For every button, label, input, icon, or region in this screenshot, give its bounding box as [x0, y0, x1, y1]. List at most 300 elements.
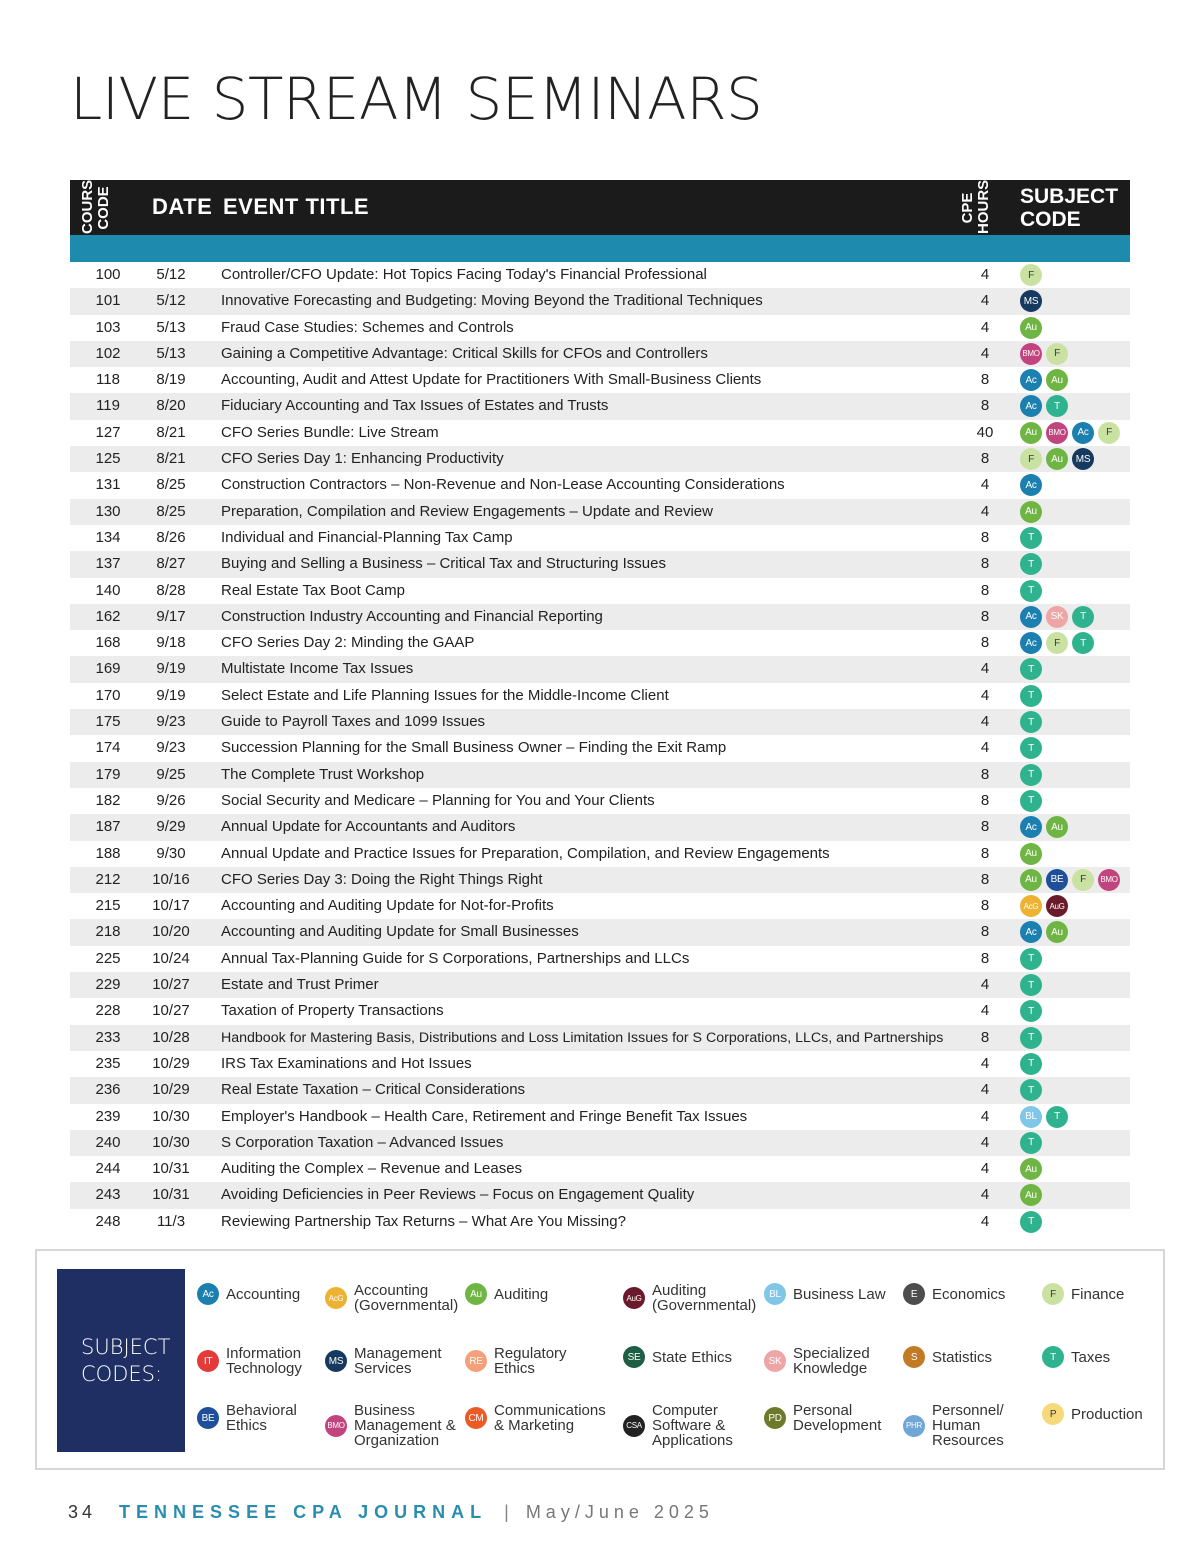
cpe-hours: 4 — [980, 476, 990, 494]
event-title: Preparation, Compilation and Review Engagements – Update and Review — [221, 502, 713, 520]
cpe-hours: 4 — [980, 1160, 990, 1178]
course-code: 239 — [95, 1107, 121, 1125]
event-title: The Complete Trust Workshop — [221, 765, 425, 783]
subject-codes — [1020, 606, 1094, 628]
legend-item-cm — [465, 1403, 606, 1433]
legend-item-name: Specialized Knowledge — [793, 1345, 870, 1377]
event-title: Real Estate Tax Boot Camp — [221, 581, 405, 599]
subject-codes — [1020, 1053, 1042, 1075]
subject-codes — [1020, 501, 1042, 523]
event-date: 9/23 — [156, 713, 186, 731]
legend-item-name: Statistics — [932, 1348, 993, 1366]
event-date: 10/28 — [152, 1028, 190, 1046]
event-date: 9/18 — [156, 634, 186, 652]
course-code: 168 — [95, 634, 121, 652]
legend-item-name: Behavioral Ethics — [226, 1402, 297, 1434]
cpe-hours: 4 — [980, 318, 990, 336]
header-course-code: COURSE CODE — [79, 169, 112, 234]
cpe-hours: 4 — [980, 344, 990, 362]
subject-badge-t: T — [1020, 737, 1042, 759]
cpe-hours: 4 — [980, 292, 990, 310]
cpe-hours: 4 — [980, 686, 990, 704]
subject-badge-bmo: BMO — [1020, 343, 1042, 365]
table-row — [70, 578, 1130, 604]
event-date: 10/30 — [152, 1133, 190, 1151]
subject-badge-f: F — [1020, 448, 1042, 470]
event-title: Accounting and Auditing Update for Not-for-Profits — [221, 897, 554, 915]
table-row — [70, 393, 1130, 419]
subject-badge-au: Au — [1046, 448, 1068, 470]
event-title: Gaining a Competitive Advantage: Critical Skills for CFOs and Controllers — [221, 344, 708, 362]
journal-name: TENNESSEE CPA JOURNAL — [119, 1502, 488, 1522]
subject-badge-ac: Ac — [1020, 395, 1042, 417]
legend-item-bmo — [325, 1403, 456, 1448]
cpe-hours: 8 — [980, 765, 990, 783]
subject-badge-ac: Ac — [1020, 816, 1042, 838]
table-row — [70, 472, 1130, 498]
subject-badge-t: T — [1072, 632, 1094, 654]
legend-item-name: Personnel/ Human Resources — [932, 1402, 1004, 1449]
cpe-hours: 4 — [980, 1054, 990, 1072]
table-row — [70, 814, 1130, 840]
course-code: 240 — [95, 1133, 121, 1151]
event-date: 9/26 — [156, 791, 186, 809]
table-row — [70, 1130, 1130, 1156]
cpe-hours: 4 — [980, 1002, 990, 1020]
cpe-hours: 8 — [980, 371, 990, 389]
legend-item-name: Taxes — [1071, 1348, 1111, 1366]
legend-item-name: Personal Development — [793, 1402, 882, 1434]
subject-codes — [1020, 1027, 1042, 1049]
legend-item-ms — [325, 1346, 442, 1376]
header-event-title: EVENT TITLE — [223, 194, 370, 219]
event-title: Fiduciary Accounting and Tax Issues of Estates and Trusts — [221, 397, 609, 415]
event-date: 10/20 — [152, 923, 190, 941]
event-title: IRS Tax Examinations and Hot Issues — [221, 1054, 472, 1072]
legend-item-s — [903, 1346, 992, 1368]
event-date: 10/29 — [152, 1054, 190, 1072]
cpe-hours: 8 — [980, 818, 990, 836]
legend-item-bl — [764, 1283, 886, 1305]
cpe-hours: 8 — [980, 791, 990, 809]
event-date: 8/28 — [156, 581, 186, 599]
table-row — [70, 1209, 1130, 1235]
subject-badge-f: F — [1020, 264, 1042, 286]
cpe-hours: 4 — [980, 1212, 990, 1230]
cpe-hours: 8 — [980, 397, 990, 415]
legend-item-name: Communications & Marketing — [494, 1402, 606, 1434]
subject-badge-f: F — [1046, 343, 1068, 365]
subject-codes — [1020, 790, 1042, 812]
subject-badge-t: T — [1020, 553, 1042, 575]
event-title: Guide to Payroll Taxes and 1099 Issues — [221, 713, 486, 731]
subject-badge-au: Au — [1020, 422, 1042, 444]
subject-codes — [1020, 1211, 1042, 1233]
subject-badge-ac: Ac — [1020, 921, 1042, 943]
subject-codes — [1020, 1106, 1068, 1128]
legend-item-pd — [764, 1403, 881, 1433]
subject-badge-aug: AuG — [1046, 895, 1068, 917]
subject-badge-ms: MS — [325, 1350, 347, 1372]
event-date: 8/21 — [156, 450, 186, 468]
event-date: 9/25 — [156, 765, 186, 783]
legend-item-ac — [197, 1283, 300, 1305]
subject-badge-t: T — [1042, 1346, 1064, 1368]
subject-codes — [1020, 264, 1042, 286]
cpe-hours: 8 — [980, 607, 990, 625]
legend-item-name: Auditing — [494, 1285, 549, 1303]
course-code: 100 — [95, 266, 121, 283]
cpe-hours: 40 — [976, 423, 994, 441]
legend-item-name: Computer Software & Applications — [652, 1402, 733, 1449]
subject-badge-t: T — [1020, 1211, 1042, 1233]
subject-badge-au: Au — [1020, 869, 1042, 891]
subject-badge-t: T — [1020, 685, 1042, 707]
event-title: Reviewing Partnership Tax Returns – What Are You Missing? — [221, 1212, 626, 1230]
page-number: 34 — [68, 1502, 97, 1522]
table-row — [70, 709, 1130, 735]
footer-separator: | — [504, 1502, 509, 1522]
event-title: Buying and Selling a Business – Critical Tax and Structuring Issues — [221, 555, 666, 573]
event-date: 9/29 — [156, 818, 186, 836]
table-row — [70, 525, 1130, 551]
event-date: 8/19 — [156, 371, 186, 389]
legend-item-it — [197, 1346, 302, 1376]
cpe-hours: 8 — [980, 634, 990, 652]
cpe-hours: 4 — [980, 1107, 990, 1125]
event-title: Accounting, Audit and Attest Update for Practitioners With Small-Business Clients — [221, 371, 762, 389]
course-code: 187 — [95, 818, 121, 836]
subject-badge-au: Au — [465, 1283, 487, 1305]
subject-badge-au: Au — [1046, 816, 1068, 838]
legend-item-name: Regulatory Ethics — [494, 1345, 567, 1377]
table-row — [70, 262, 1130, 288]
subject-codes — [1020, 816, 1068, 838]
event-title: Construction Contractors – Non-Revenue and Non-Lease Accounting Considerations — [221, 476, 785, 494]
subject-badge-csa: CSA — [623, 1415, 645, 1437]
subject-badge-pd: PD — [764, 1407, 786, 1429]
event-title: Annual Update and Practice Issues for Preparation, Compilation, and Review Engagements — [221, 844, 830, 862]
subject-badge-bl: BL — [1020, 1106, 1042, 1128]
cpe-hours: 8 — [980, 870, 990, 888]
legend-label: SUBJECT CODES: — [57, 1269, 185, 1452]
cpe-hours: 8 — [980, 528, 990, 546]
legend-item-name: Finance — [1071, 1285, 1125, 1303]
legend-item-acg — [325, 1283, 458, 1313]
subject-badge-be: BE — [197, 1407, 219, 1429]
event-date: 5/13 — [156, 344, 186, 362]
event-title: CFO Series Bundle: Live Stream — [221, 423, 439, 441]
subject-badge-bmo: BMO — [325, 1415, 347, 1437]
legend-item-re — [465, 1346, 567, 1376]
event-date: 8/26 — [156, 528, 186, 546]
cpe-hours: 4 — [980, 660, 990, 678]
subject-codes — [1020, 921, 1068, 943]
subject-badge-acg: AcG — [1020, 895, 1042, 917]
table-row — [70, 420, 1130, 446]
legend-item-e — [903, 1283, 1005, 1305]
course-code: 215 — [95, 897, 121, 915]
table-row — [70, 656, 1130, 682]
event-title: Succession Planning for the Small Business Owner – Finding the Exit Ramp — [221, 739, 727, 757]
subject-codes — [1020, 1158, 1042, 1180]
event-title: Construction Industry Accounting and Financial Reporting — [221, 607, 603, 625]
table-row — [70, 1077, 1130, 1103]
subject-badge-ac: Ac — [1072, 422, 1094, 444]
course-code: 125 — [95, 450, 121, 468]
course-code: 248 — [95, 1212, 121, 1230]
event-date: 10/24 — [152, 949, 190, 967]
event-title: Social Security and Medicare – Planning for You and Your Clients — [221, 791, 655, 809]
event-date: 5/12 — [156, 292, 186, 310]
subject-badge-t: T — [1046, 395, 1068, 417]
subject-badge-ac: Ac — [197, 1283, 219, 1305]
subject-badge-ms: MS — [1072, 448, 1094, 470]
legend-item-name: Auditing (Governmental) — [652, 1282, 757, 1314]
table-row — [70, 1051, 1130, 1077]
subject-badge-au: Au — [1020, 317, 1042, 339]
table-row — [70, 998, 1130, 1024]
cpe-hours: 8 — [980, 923, 990, 941]
course-code: 175 — [95, 713, 121, 731]
course-code: 170 — [95, 686, 121, 704]
subject-badge-ms: MS — [1020, 290, 1042, 312]
subject-badge-t: T — [1020, 580, 1042, 602]
course-code: 228 — [95, 1002, 121, 1020]
legend-item-se — [623, 1346, 732, 1368]
subject-codes — [1020, 948, 1042, 970]
subject-badge-t: T — [1020, 1053, 1042, 1075]
legend-item-p — [1042, 1403, 1143, 1425]
course-code: 119 — [96, 397, 120, 415]
cpe-hours: 4 — [980, 1133, 990, 1151]
course-code: 103 — [95, 318, 121, 336]
course-code: 179 — [95, 765, 121, 783]
subject-codes — [1020, 448, 1094, 470]
cpe-hours: 4 — [980, 266, 990, 283]
legend-item-name: Production — [1071, 1405, 1143, 1423]
event-date: 8/27 — [156, 555, 186, 573]
legend-item-sk — [764, 1346, 870, 1376]
event-title: Estate and Trust Primer — [221, 976, 379, 994]
course-code: 102 — [95, 344, 121, 362]
subject-badge-sk: SK — [1046, 606, 1068, 628]
table-row — [70, 893, 1130, 919]
header-accent-bar — [70, 235, 1130, 262]
subject-codes — [1020, 395, 1068, 417]
subject-badge-phr: PHR — [903, 1415, 925, 1437]
header-date: DATE — [152, 194, 213, 219]
course-code: 225 — [95, 949, 121, 967]
subject-badge-t: T — [1020, 711, 1042, 733]
course-code: 243 — [95, 1186, 121, 1204]
subject-badge-ac: Ac — [1020, 606, 1042, 628]
event-date: 8/20 — [156, 397, 186, 415]
course-code: 235 — [95, 1054, 121, 1072]
subject-badge-acg: AcG — [325, 1287, 347, 1309]
event-date: 9/19 — [156, 686, 186, 704]
subject-badge-f: F — [1046, 632, 1068, 654]
event-title: Employer's Handbook – Health Care, Retirement and Fringe Benefit Tax Issues — [221, 1107, 748, 1125]
legend-item-name: Accounting (Governmental) — [354, 1282, 459, 1314]
table-row — [70, 315, 1130, 341]
event-date: 8/21 — [156, 423, 186, 441]
subject-codes — [1020, 1132, 1042, 1154]
subject-badge-t: T — [1020, 1000, 1042, 1022]
event-title: Multistate Income Tax Issues — [221, 660, 414, 678]
table-row — [70, 867, 1130, 893]
course-code: 101 — [95, 292, 121, 310]
event-date: 8/25 — [156, 502, 186, 520]
subject-codes — [1020, 369, 1068, 391]
event-date: 10/27 — [152, 976, 190, 994]
course-code: 218 — [95, 923, 121, 941]
legend-item-name: Business Management & Organization — [354, 1402, 456, 1449]
event-title: Taxation of Property Transactions — [221, 1002, 444, 1020]
course-code: 162 — [95, 607, 121, 625]
event-title: Real Estate Taxation – Critical Considerations — [221, 1081, 526, 1099]
legend-item-name: Accounting — [226, 1285, 301, 1303]
subject-badge-t: T — [1020, 790, 1042, 812]
subject-codes — [1020, 685, 1042, 707]
subject-codes — [1020, 658, 1042, 680]
event-title: Select Estate and Life Planning Issues for the Middle-Income Client — [221, 686, 669, 704]
subject-codes-legend — [35, 1249, 1165, 1470]
subject-badge-bmo: BMO — [1098, 869, 1120, 891]
table-row — [70, 788, 1130, 814]
table-row — [70, 762, 1130, 788]
course-code: 233 — [95, 1028, 121, 1046]
table-row — [70, 735, 1130, 761]
table-row — [70, 1025, 1130, 1051]
cpe-hours: 4 — [980, 739, 990, 757]
cpe-hours: 4 — [980, 713, 990, 731]
legend-item-name: Management Services — [354, 1345, 442, 1377]
table-row — [70, 288, 1130, 314]
course-code: 127 — [95, 423, 121, 441]
event-title: Individual and Financial-Planning Tax Camp — [221, 528, 513, 546]
subject-codes — [1020, 843, 1042, 865]
event-date: 9/30 — [156, 844, 186, 862]
table-row — [70, 341, 1130, 367]
event-date: 5/12 — [156, 266, 186, 283]
table-row — [70, 630, 1130, 656]
subject-codes — [1020, 580, 1042, 602]
event-date: 9/17 — [156, 607, 186, 625]
legend-item-f — [1042, 1283, 1124, 1305]
event-date: 10/29 — [152, 1081, 190, 1099]
event-date: 9/23 — [156, 739, 186, 757]
subject-badge-bl: BL — [764, 1283, 786, 1305]
subject-badge-cm: CM — [465, 1407, 487, 1429]
cpe-hours: 8 — [980, 1028, 990, 1046]
subject-badge-t: T — [1020, 974, 1042, 996]
subject-badge-p: P — [1042, 1403, 1064, 1425]
subject-codes — [1020, 343, 1068, 365]
table-row — [70, 446, 1130, 472]
table-row — [70, 499, 1130, 525]
event-date: 10/17 — [152, 897, 190, 915]
subject-codes — [1020, 737, 1042, 759]
subject-badge-s: S — [903, 1346, 925, 1368]
legend-item-name: Business Law — [793, 1285, 886, 1303]
subject-badge-t: T — [1020, 764, 1042, 786]
subject-badge-f: F — [1072, 869, 1094, 891]
subject-codes — [1020, 711, 1042, 733]
table-row — [70, 551, 1130, 577]
event-title: Avoiding Deficiencies in Peer Reviews – Focus on Engagement Quality — [221, 1186, 695, 1204]
subject-badge-t: T — [1020, 658, 1042, 680]
subject-codes — [1020, 553, 1042, 575]
event-date: 9/19 — [156, 660, 186, 678]
subject-codes — [1020, 895, 1068, 917]
subject-badge-t: T — [1020, 527, 1042, 549]
course-code: 174 — [95, 739, 121, 757]
cpe-hours: 4 — [980, 976, 990, 994]
cpe-hours: 4 — [980, 1081, 990, 1099]
subject-badge-au: Au — [1046, 921, 1068, 943]
subject-badge-au: Au — [1046, 369, 1068, 391]
event-date: 11/3 — [156, 1212, 186, 1230]
subject-codes — [1020, 869, 1120, 891]
event-date: 10/31 — [152, 1160, 190, 1178]
subject-badge-ac: Ac — [1020, 369, 1042, 391]
cpe-hours: 8 — [980, 949, 990, 967]
page-footer — [68, 1502, 714, 1523]
event-title: Innovative Forecasting and Budgeting: Moving Beyond the Traditional Techniques — [221, 292, 763, 310]
subject-badge-aug: AuG — [623, 1287, 645, 1309]
table-row — [70, 972, 1130, 998]
header-cpe-hours: CPE HOURS — [959, 179, 992, 234]
subject-badge-it: IT — [197, 1350, 219, 1372]
legend-item-be — [197, 1403, 297, 1433]
subject-badge-au: Au — [1020, 1184, 1042, 1206]
subject-badge-bmo: BMO — [1046, 422, 1068, 444]
subject-badge-re: RE — [465, 1350, 487, 1372]
subject-badge-se: SE — [623, 1346, 645, 1368]
subject-badge-t: T — [1020, 1132, 1042, 1154]
course-code: 169 — [95, 660, 121, 678]
table-row — [70, 946, 1130, 972]
legend-item-phr — [903, 1403, 1004, 1448]
subject-badge-f: F — [1098, 422, 1120, 444]
event-title: CFO Series Day 1: Enhancing Productivity — [221, 450, 504, 468]
legend-item-name: Information Technology — [226, 1345, 302, 1377]
subject-codes — [1020, 764, 1042, 786]
event-title: S Corporation Taxation – Advanced Issues — [221, 1133, 504, 1151]
subject-codes — [1020, 632, 1094, 654]
legend-item-aug — [623, 1283, 756, 1313]
subject-badge-au: Au — [1020, 501, 1042, 523]
cpe-hours: 8 — [980, 844, 990, 862]
course-code: 229 — [95, 976, 121, 994]
course-code: 137 — [95, 555, 121, 573]
event-title: Fraud Case Studies: Schemes and Controls — [221, 318, 514, 336]
cpe-hours: 4 — [980, 502, 990, 520]
subject-codes — [1020, 317, 1042, 339]
cpe-hours: 8 — [980, 897, 990, 915]
event-title: Annual Update for Accountants and Auditors — [221, 818, 516, 836]
header-subject-code: SUBJECT CODE — [1020, 185, 1119, 231]
course-code: 236 — [95, 1081, 121, 1099]
course-code: 244 — [95, 1160, 121, 1178]
page-title: LIVE STREAM SEMINARS — [70, 65, 763, 133]
course-code: 212 — [95, 870, 121, 888]
table-row — [70, 919, 1130, 945]
event-date: 5/13 — [156, 318, 186, 336]
course-code: 131 — [95, 476, 121, 494]
subject-badge-au: Au — [1020, 843, 1042, 865]
